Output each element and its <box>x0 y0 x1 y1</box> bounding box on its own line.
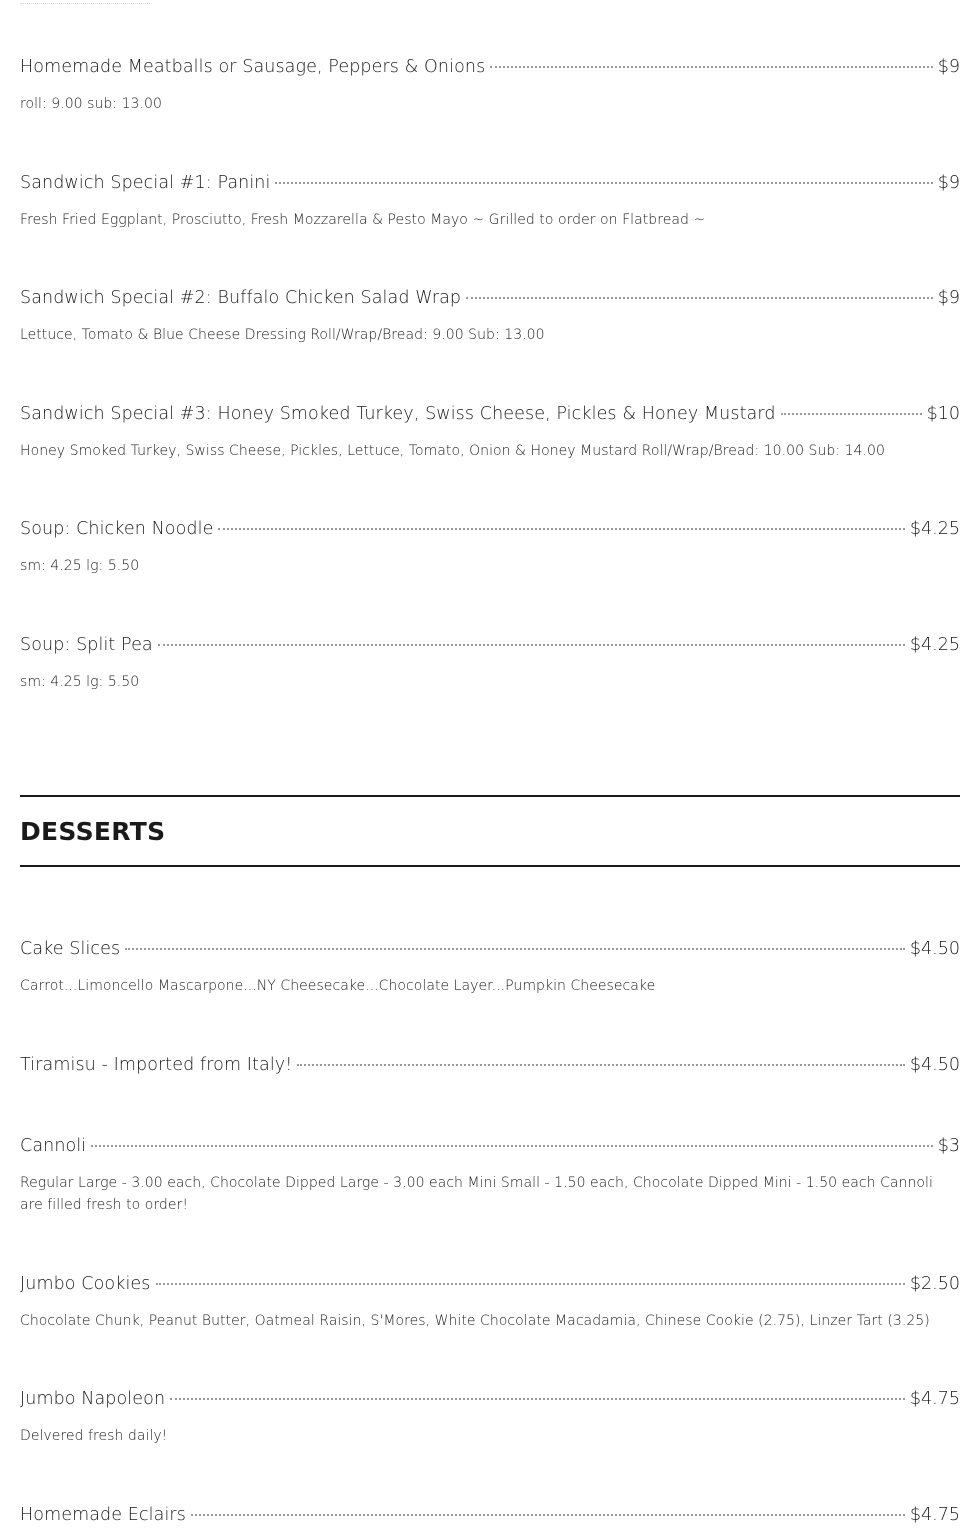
section-title: DESSERTS <box>20 817 166 846</box>
menu-item-header <box>20 1505 960 1531</box>
menu-item-price: $2.50 <box>909 1274 960 1294</box>
dot-leader <box>781 413 922 415</box>
menu-item-name: Sandwich Special #2: Buffalo Chicken Salad Wrap <box>20 288 462 308</box>
dot-leader <box>275 182 932 184</box>
menu-item-price: $9 <box>937 57 960 77</box>
menu-item-description: Fresh Fried Eggplant, Prosciutto, Fresh Mozzarella & Pesto Mayo ~ Grilled to order on Flatbread ~ <box>20 212 706 228</box>
menu-item <box>20 1505 960 1531</box>
dot-leader <box>191 1514 905 1516</box>
menu-item-description: Lettuce, Tomato & Blue Cheese Dressing Roll/Wrap/Bread: 9.00 Sub: 13.00 <box>20 327 545 343</box>
dot-leader <box>218 528 904 530</box>
dot-leader <box>156 1283 905 1285</box>
menu-item-price: $3 <box>937 1136 960 1156</box>
menu-item <box>20 57 960 115</box>
menu-item <box>20 519 960 577</box>
menu-item-name: Sandwich Special #3: Honey Smoked Turkey, Swiss Cheese, Pickles & Honey Mustard <box>20 404 776 424</box>
menu-item-price: $9 <box>937 173 960 193</box>
menu-item-header <box>20 1274 960 1300</box>
menu-item-name: Homemade Meatballs or Sausage, Peppers & Onions <box>20 57 486 77</box>
menu-item <box>20 173 960 231</box>
menu-item-price: $10 <box>926 404 960 424</box>
menu-item-header <box>20 57 960 83</box>
menu-item-price: $4.25 <box>909 519 960 539</box>
menu-item-name: Homemade Eclairs <box>20 1505 186 1525</box>
menu-item <box>20 939 960 997</box>
menu-item <box>20 1389 960 1447</box>
menu-item-price: $4.25 <box>909 635 960 655</box>
menu-item-name: Sandwich Special #1: Panini <box>20 173 271 193</box>
dot-leader <box>91 1145 932 1147</box>
menu-item-header <box>20 1055 960 1081</box>
menu-item-price: $4.50 <box>909 939 960 959</box>
menu-item-header <box>20 519 960 545</box>
menu-item-name: Soup: Chicken Noodle <box>20 519 214 539</box>
menu-item-header <box>20 404 960 430</box>
dot-leader <box>297 1064 905 1066</box>
menu-item-header <box>20 288 960 314</box>
menu-item <box>20 1055 960 1081</box>
menu-item-name: Cake Slices <box>20 939 121 959</box>
dot-leader <box>466 297 933 299</box>
menu-item <box>20 1136 960 1216</box>
menu-item <box>20 404 960 462</box>
dot-leader <box>158 644 905 646</box>
menu-item-name: Jumbo Napoleon <box>20 1389 166 1409</box>
menu-item-price: $4.75 <box>909 1389 960 1409</box>
menu-item-price: $9 <box>937 288 960 308</box>
menu-item-name: Tiramisu - Imported from Italy! <box>20 1055 293 1075</box>
menu-item-description: Delvered fresh daily! <box>20 1428 168 1444</box>
dot-leader <box>490 66 932 68</box>
menu-item-header <box>20 635 960 661</box>
menu-item-description: Honey Smoked Turkey, Swiss Cheese, Pickles, Lettuce, Tomato, Onion & Honey Mustard Roll/Wrap/Bread: 10.00 Sub: 14.00 <box>20 443 885 459</box>
menu-item-description: Carrot...Limoncello Mascarpone...NY Cheesecake...Chocolate Layer...Pumpkin Cheesecake <box>20 978 656 994</box>
menu-item-header <box>20 1136 960 1162</box>
menu-item-description: sm: 4.25 lg: 5.50 <box>20 674 140 690</box>
section-header-desserts <box>20 795 960 867</box>
menu-item-name: Cannoli <box>20 1136 87 1156</box>
menu-item-header <box>20 173 960 199</box>
menu-item-price: $4.75 <box>909 1505 960 1525</box>
menu-item-header <box>20 1389 960 1415</box>
menu-item-description: Regular Large - 3.00 each, Chocolate Dipped Large - 3.00 each Mini Small - 1.50 each, Chocolate Dipped Mini - 1.50 each Cannoli are filled fresh to order! <box>20 1175 933 1213</box>
menu-item-description: sm: 4.25 lg: 5.50 <box>20 558 140 574</box>
menu-item <box>20 288 960 346</box>
menu-item <box>20 635 960 693</box>
menu-item-header <box>20 939 960 965</box>
divider <box>20 0 150 4</box>
menu-item <box>20 1274 960 1332</box>
menu-item-name: Jumbo Cookies <box>20 1274 151 1294</box>
menu-item-name: Soup: Split Pea <box>20 635 153 655</box>
menu-item-price: $4.50 <box>909 1055 960 1075</box>
dot-leader <box>125 948 905 950</box>
menu-item-description: roll: 9.00 sub: 13.00 <box>20 96 162 112</box>
menu-item-description: Chocolate Chunk, Peanut Butter, Oatmeal Raisin, S'Mores, White Chocolate Macadamia, Chinese Cookie (2.75), Linzer Tart (3.25) <box>20 1313 930 1329</box>
dot-leader <box>170 1398 905 1400</box>
